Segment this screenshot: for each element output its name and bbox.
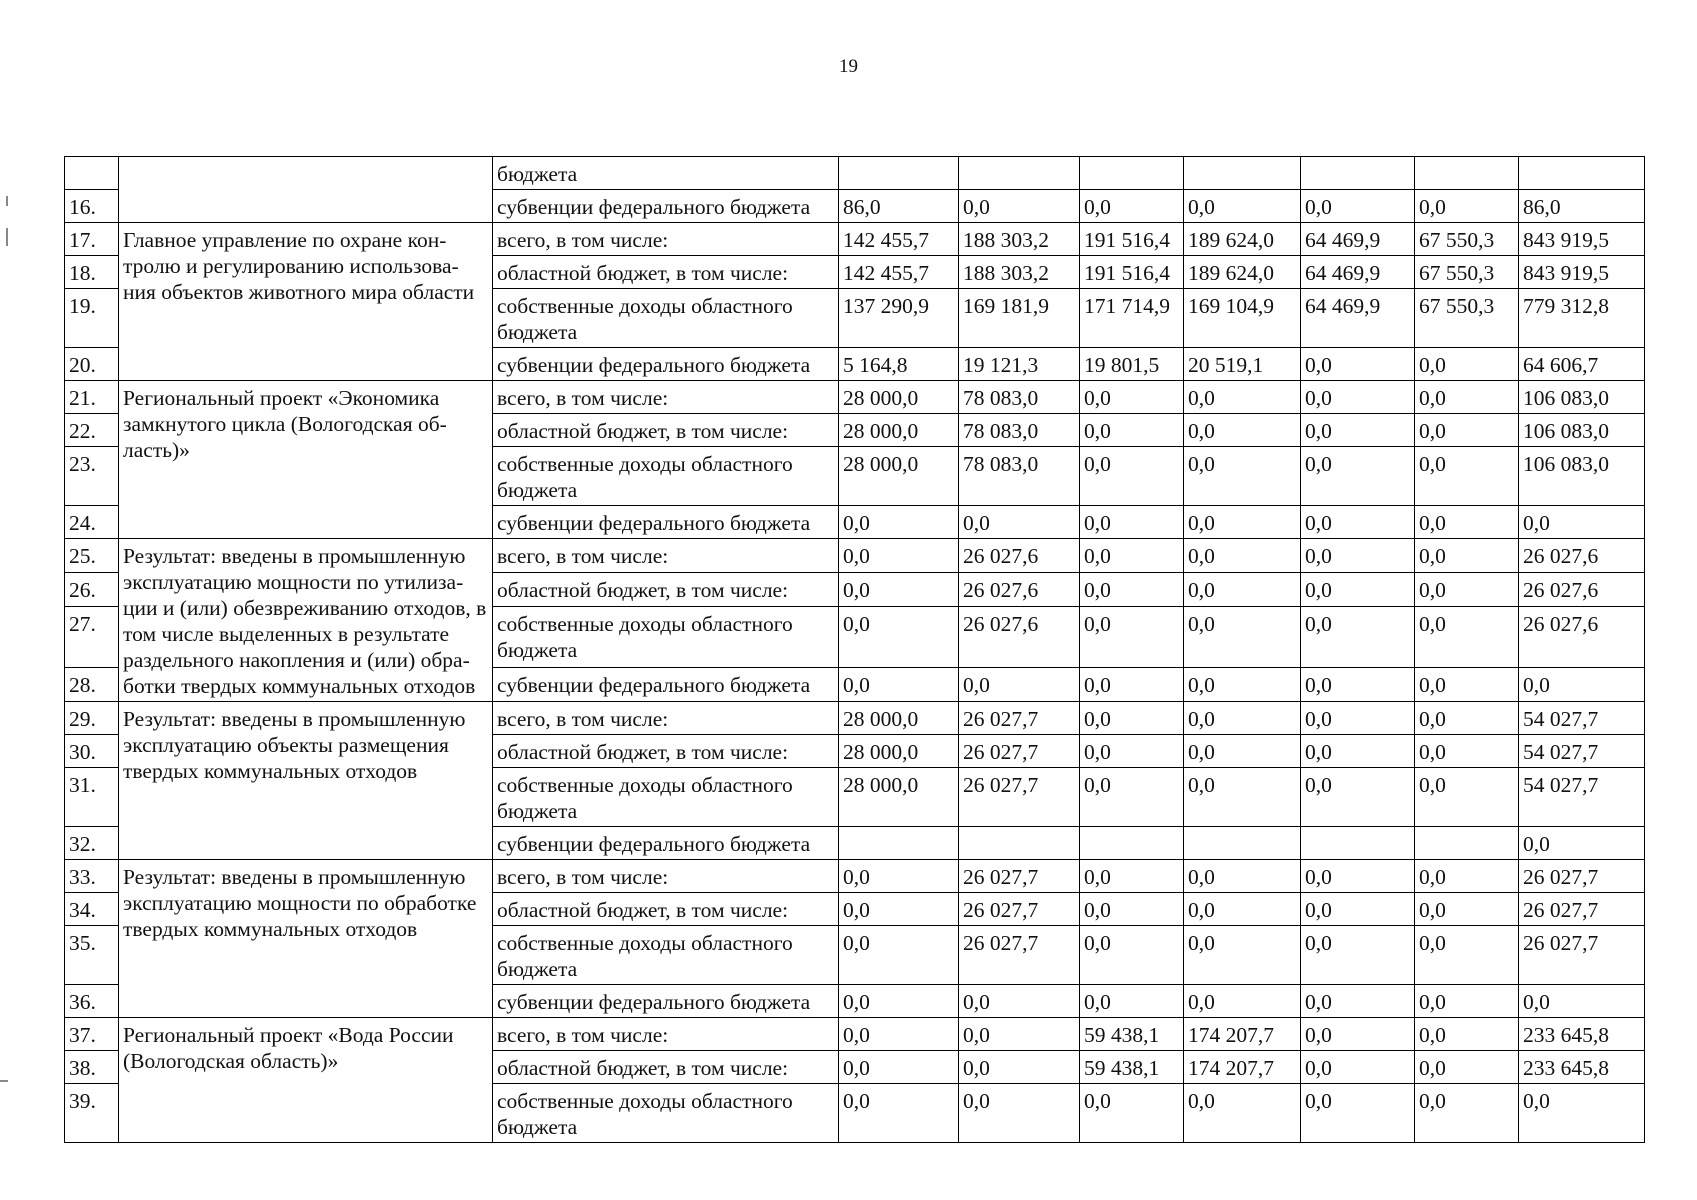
total-cell: 106 083,0 <box>1519 414 1645 447</box>
year-value-cell <box>1301 827 1415 860</box>
funding-source: областной бюджет, в том числе: <box>493 256 839 289</box>
year-value-cell: 0,0 <box>959 1018 1080 1051</box>
total-cell: 26 027,6 <box>1519 573 1645 607</box>
year-value-cell: 191 516,4 <box>1080 223 1184 256</box>
year-value-cell: 19 121,3 <box>959 348 1080 381</box>
year-value-cell: 0,0 <box>1415 414 1519 447</box>
year-value-cell: 0,0 <box>1080 893 1184 926</box>
year-value-cell: 0,0 <box>1080 381 1184 414</box>
year-value-cell: 0,0 <box>1184 381 1301 414</box>
funding-source: всего, в том числе: <box>493 702 839 735</box>
row-number: 33. <box>65 860 119 893</box>
total-cell: 54 027,7 <box>1519 702 1645 735</box>
year-value-cell: 0,0 <box>1415 447 1519 506</box>
year-value-cell: 0,0 <box>1415 1051 1519 1084</box>
year-value-cell: 26 027,7 <box>959 926 1080 985</box>
year-value-cell: 0,0 <box>1301 381 1415 414</box>
year-value-cell: 0,0 <box>1301 860 1415 893</box>
total-cell: 26 027,7 <box>1519 893 1645 926</box>
year-value-cell: 0,0 <box>1184 860 1301 893</box>
program-name: Результат: введены в промышленную эксплуатацию мощности по утилиза-ции и (или) обезвреживанию отходов, в том числе выделенных в результате раздельного накопления и (или) обра-ботки твердых коммунальных отходов <box>119 539 493 702</box>
row-number: 20. <box>65 348 119 381</box>
year-value-cell: 0,0 <box>1080 573 1184 607</box>
year-value-cell: 59 438,1 <box>1080 1018 1184 1051</box>
year-value-cell: 0,0 <box>1415 348 1519 381</box>
total-cell: 54 027,7 <box>1519 735 1645 768</box>
row-number: 24. <box>65 506 119 539</box>
year-value-cell: 0,0 <box>1080 447 1184 506</box>
total-cell: 233 645,8 <box>1519 1051 1645 1084</box>
row-number: 30. <box>65 735 119 768</box>
year-value-cell: 0,0 <box>1415 607 1519 668</box>
year-value-cell: 0,0 <box>1301 447 1415 506</box>
year-value-cell: 64 469,9 <box>1301 289 1415 348</box>
year-value-cell: 28 000,0 <box>839 702 959 735</box>
year-value-cell: 28 000,0 <box>839 414 959 447</box>
year-value-cell: 0,0 <box>1301 539 1415 573</box>
year-value-cell: 0,0 <box>839 926 959 985</box>
row-number: 23. <box>65 447 119 506</box>
year-value-cell: 26 027,7 <box>959 768 1080 827</box>
funding-source: собственные доходы областного бюджета <box>493 768 839 827</box>
year-value-cell: 67 550,3 <box>1415 256 1519 289</box>
year-value-cell: 0,0 <box>1080 607 1184 668</box>
funding-source: всего, в том числе: <box>493 539 839 573</box>
year-value-cell: 0,0 <box>1301 190 1415 223</box>
year-value-cell: 28 000,0 <box>839 768 959 827</box>
year-value-cell: 67 550,3 <box>1415 223 1519 256</box>
table-row <box>65 702 1645 735</box>
program-name: Главное управление по охране кон-тролю и регулированию использова-ния объектов животного мира области <box>119 223 493 381</box>
year-value-cell: 0,0 <box>1184 893 1301 926</box>
year-value-cell: 0,0 <box>1080 985 1184 1018</box>
year-value-cell: 0,0 <box>1184 607 1301 668</box>
year-value-cell: 0,0 <box>1415 573 1519 607</box>
program-name <box>119 157 493 223</box>
year-value-cell: 59 438,1 <box>1080 1051 1184 1084</box>
year-value-cell: 0,0 <box>839 1018 959 1051</box>
year-value-cell <box>1415 827 1519 860</box>
year-value-cell: 188 303,2 <box>959 256 1080 289</box>
total-cell: 26 027,7 <box>1519 860 1645 893</box>
row-number: 27. <box>65 607 119 668</box>
year-value-cell: 0,0 <box>1184 702 1301 735</box>
program-name: Результат: введены в промышленную эксплуатацию объекты размещения твердых коммунальных отходов <box>119 702 493 860</box>
year-value-cell: 0,0 <box>1301 735 1415 768</box>
year-value-cell: 174 207,7 <box>1184 1018 1301 1051</box>
year-value-cell: 0,0 <box>959 190 1080 223</box>
funding-source: собственные доходы областного бюджета <box>493 289 839 348</box>
year-value-cell: 86,0 <box>839 190 959 223</box>
year-value-cell: 67 550,3 <box>1415 289 1519 348</box>
year-value-cell: 171 714,9 <box>1080 289 1184 348</box>
row-number: 28. <box>65 667 119 701</box>
year-value-cell: 64 469,9 <box>1301 256 1415 289</box>
row-number: 29. <box>65 702 119 735</box>
row-number: 31. <box>65 768 119 827</box>
budget-table <box>64 156 1645 1143</box>
total-cell: 26 027,7 <box>1519 926 1645 985</box>
year-value-cell: 26 027,6 <box>959 539 1080 573</box>
year-value-cell: 0,0 <box>839 1051 959 1084</box>
year-value-cell: 0,0 <box>1080 926 1184 985</box>
year-value-cell: 0,0 <box>839 893 959 926</box>
year-value-cell: 0,0 <box>1301 893 1415 926</box>
total-cell: 26 027,6 <box>1519 607 1645 668</box>
total-cell: 779 312,8 <box>1519 289 1645 348</box>
year-value-cell: 0,0 <box>1184 447 1301 506</box>
year-value-cell: 0,0 <box>1415 735 1519 768</box>
year-value-cell: 0,0 <box>1415 860 1519 893</box>
row-number: 36. <box>65 985 119 1018</box>
year-value-cell: 0,0 <box>1080 190 1184 223</box>
year-value-cell: 0,0 <box>1415 1018 1519 1051</box>
funding-source: всего, в том числе: <box>493 381 839 414</box>
scan-mark-mid <box>6 228 8 246</box>
funding-source: субвенции федерального бюджета <box>493 190 839 223</box>
year-value-cell: 0,0 <box>839 539 959 573</box>
total-cell: 0,0 <box>1519 1084 1645 1143</box>
year-value-cell: 188 303,2 <box>959 223 1080 256</box>
year-value-cell: 0,0 <box>1080 860 1184 893</box>
year-value-cell: 78 083,0 <box>959 447 1080 506</box>
year-value-cell: 0,0 <box>1301 1018 1415 1051</box>
year-value-cell: 0,0 <box>1080 768 1184 827</box>
year-value-cell: 28 000,0 <box>839 447 959 506</box>
year-value-cell: 0,0 <box>839 860 959 893</box>
year-value-cell: 0,0 <box>1080 702 1184 735</box>
funding-source: всего, в том числе: <box>493 223 839 256</box>
year-value-cell: 0,0 <box>1184 768 1301 827</box>
year-value-cell <box>1080 157 1184 190</box>
year-value-cell: 0,0 <box>839 506 959 539</box>
year-value-cell: 0,0 <box>1184 1084 1301 1143</box>
year-value-cell: 0,0 <box>1301 414 1415 447</box>
year-value-cell: 0,0 <box>1415 702 1519 735</box>
year-value-cell: 20 519,1 <box>1184 348 1301 381</box>
year-value-cell: 19 801,5 <box>1080 348 1184 381</box>
total-cell: 64 606,7 <box>1519 348 1645 381</box>
scan-mark-bottom <box>0 1080 8 1082</box>
year-value-cell: 189 624,0 <box>1184 256 1301 289</box>
total-cell: 26 027,6 <box>1519 539 1645 573</box>
year-value-cell: 0,0 <box>1301 1051 1415 1084</box>
year-value-cell: 0,0 <box>1080 735 1184 768</box>
year-value-cell: 0,0 <box>1415 506 1519 539</box>
year-value-cell: 0,0 <box>1301 768 1415 827</box>
year-value-cell: 0,0 <box>1184 926 1301 985</box>
year-value-cell: 169 104,9 <box>1184 289 1301 348</box>
year-value-cell: 0,0 <box>959 506 1080 539</box>
year-value-cell: 0,0 <box>959 1051 1080 1084</box>
row-number: 16. <box>65 190 119 223</box>
year-value-cell: 26 027,6 <box>959 573 1080 607</box>
year-value-cell: 142 455,7 <box>839 256 959 289</box>
year-value-cell: 0,0 <box>1415 768 1519 827</box>
total-cell: 106 083,0 <box>1519 447 1645 506</box>
row-number: 32. <box>65 827 119 860</box>
total-cell: 0,0 <box>1519 985 1645 1018</box>
year-value-cell: 5 164,8 <box>839 348 959 381</box>
funding-source: субвенции федерального бюджета <box>493 506 839 539</box>
year-value-cell: 0,0 <box>1415 539 1519 573</box>
year-value-cell: 26 027,7 <box>959 735 1080 768</box>
row-number: 21. <box>65 381 119 414</box>
year-value-cell: 0,0 <box>1415 381 1519 414</box>
total-cell: 0,0 <box>1519 827 1645 860</box>
row-number: 34. <box>65 893 119 926</box>
year-value-cell: 0,0 <box>1184 539 1301 573</box>
row-number: 37. <box>65 1018 119 1051</box>
year-value-cell: 0,0 <box>1184 414 1301 447</box>
total-cell <box>1519 157 1645 190</box>
funding-source: субвенции федерального бюджета <box>493 827 839 860</box>
program-name: Результат: введены в промышленную эксплуатацию мощности по обработке твердых коммунальных отходов <box>119 860 493 1018</box>
year-value-cell: 0,0 <box>1184 985 1301 1018</box>
year-value-cell <box>839 157 959 190</box>
year-value-cell: 0,0 <box>839 607 959 668</box>
year-value-cell: 0,0 <box>1415 985 1519 1018</box>
year-value-cell: 0,0 <box>1301 667 1415 701</box>
table-row <box>65 223 1645 256</box>
year-value-cell: 169 181,9 <box>959 289 1080 348</box>
total-cell: 0,0 <box>1519 506 1645 539</box>
year-value-cell: 0,0 <box>1301 348 1415 381</box>
year-value-cell <box>1184 157 1301 190</box>
year-value-cell: 0,0 <box>1080 539 1184 573</box>
year-value-cell: 0,0 <box>959 985 1080 1018</box>
table-row <box>65 1018 1645 1051</box>
total-cell: 0,0 <box>1519 667 1645 701</box>
row-number: 26. <box>65 573 119 607</box>
funding-source: областной бюджет, в том числе: <box>493 573 839 607</box>
funding-source: субвенции федерального бюджета <box>493 667 839 701</box>
funding-source: областной бюджет, в том числе: <box>493 414 839 447</box>
year-value-cell: 0,0 <box>1080 1084 1184 1143</box>
funding-source: собственные доходы областного бюджета <box>493 1084 839 1143</box>
funding-source: всего, в том числе: <box>493 860 839 893</box>
page-number: 19 <box>839 56 858 77</box>
year-value-cell: 0,0 <box>1415 667 1519 701</box>
year-value-cell: 0,0 <box>1415 893 1519 926</box>
program-name: Региональный проект «Вода России (Вологодская область)» <box>119 1018 493 1143</box>
year-value-cell: 0,0 <box>1301 573 1415 607</box>
year-value-cell: 0,0 <box>1301 985 1415 1018</box>
table-row <box>65 539 1645 573</box>
year-value-cell: 0,0 <box>1301 1084 1415 1143</box>
total-cell: 86,0 <box>1519 190 1645 223</box>
year-value-cell <box>1301 157 1415 190</box>
table-row <box>65 157 1645 190</box>
year-value-cell: 28 000,0 <box>839 381 959 414</box>
year-value-cell: 26 027,7 <box>959 860 1080 893</box>
row-number: 19. <box>65 289 119 348</box>
year-value-cell: 26 027,6 <box>959 607 1080 668</box>
year-value-cell: 26 027,7 <box>959 893 1080 926</box>
year-value-cell: 28 000,0 <box>839 735 959 768</box>
row-number: 38. <box>65 1051 119 1084</box>
row-number: 17. <box>65 223 119 256</box>
year-value-cell: 0,0 <box>1184 667 1301 701</box>
year-value-cell: 0,0 <box>839 1084 959 1143</box>
year-value-cell: 64 469,9 <box>1301 223 1415 256</box>
table-row <box>65 860 1645 893</box>
program-name: Региональный проект «Экономика замкнутого цикла (Вологодская об-ласть)» <box>119 381 493 539</box>
funding-source: собственные доходы областного бюджета <box>493 926 839 985</box>
year-value-cell: 0,0 <box>1301 506 1415 539</box>
total-cell: 843 919,5 <box>1519 223 1645 256</box>
year-value-cell: 0,0 <box>1080 506 1184 539</box>
funding-source: всего, в том числе: <box>493 1018 839 1051</box>
year-value-cell: 0,0 <box>959 667 1080 701</box>
table-body <box>65 157 1645 1143</box>
year-value-cell: 0,0 <box>1184 190 1301 223</box>
total-cell: 106 083,0 <box>1519 381 1645 414</box>
year-value-cell: 0,0 <box>839 667 959 701</box>
row-number: 22. <box>65 414 119 447</box>
total-cell: 233 645,8 <box>1519 1018 1645 1051</box>
year-value-cell: 174 207,7 <box>1184 1051 1301 1084</box>
year-value-cell <box>959 157 1080 190</box>
year-value-cell <box>1080 827 1184 860</box>
year-value-cell: 0,0 <box>1184 735 1301 768</box>
year-value-cell: 78 083,0 <box>959 414 1080 447</box>
year-value-cell: 142 455,7 <box>839 223 959 256</box>
row-number: 39. <box>65 1084 119 1143</box>
funding-source: областной бюджет, в том числе: <box>493 893 839 926</box>
total-cell: 843 919,5 <box>1519 256 1645 289</box>
row-number: 35. <box>65 926 119 985</box>
funding-source: собственные доходы областного бюджета <box>493 447 839 506</box>
table-row <box>65 381 1645 414</box>
year-value-cell: 0,0 <box>1080 667 1184 701</box>
row-number: 18. <box>65 256 119 289</box>
funding-source: областной бюджет, в том числе: <box>493 735 839 768</box>
year-value-cell: 191 516,4 <box>1080 256 1184 289</box>
year-value-cell <box>839 827 959 860</box>
year-value-cell: 0,0 <box>1184 506 1301 539</box>
funding-source: областной бюджет, в том числе: <box>493 1051 839 1084</box>
funding-source: собственные доходы областного бюджета <box>493 607 839 668</box>
year-value-cell: 0,0 <box>1301 607 1415 668</box>
year-value-cell: 0,0 <box>959 1084 1080 1143</box>
row-number: 25. <box>65 539 119 573</box>
year-value-cell <box>959 827 1080 860</box>
row-number <box>65 157 119 190</box>
funding-source: субвенции федерального бюджета <box>493 348 839 381</box>
funding-source: субвенции федерального бюджета <box>493 985 839 1018</box>
year-value-cell: 0,0 <box>1301 926 1415 985</box>
year-value-cell <box>1415 157 1519 190</box>
year-value-cell: 0,0 <box>1415 190 1519 223</box>
scan-mark-top <box>6 196 8 206</box>
year-value-cell: 0,0 <box>1080 414 1184 447</box>
total-cell: 54 027,7 <box>1519 768 1645 827</box>
year-value-cell: 137 290,9 <box>839 289 959 348</box>
year-value-cell: 0,0 <box>1415 926 1519 985</box>
year-value-cell: 0,0 <box>1415 1084 1519 1143</box>
year-value-cell: 26 027,7 <box>959 702 1080 735</box>
funding-source: бюджета <box>493 157 839 190</box>
year-value-cell: 78 083,0 <box>959 381 1080 414</box>
year-value-cell <box>1184 827 1301 860</box>
year-value-cell: 189 624,0 <box>1184 223 1301 256</box>
year-value-cell: 0,0 <box>1301 702 1415 735</box>
year-value-cell: 0,0 <box>839 573 959 607</box>
year-value-cell: 0,0 <box>839 985 959 1018</box>
year-value-cell: 0,0 <box>1184 573 1301 607</box>
